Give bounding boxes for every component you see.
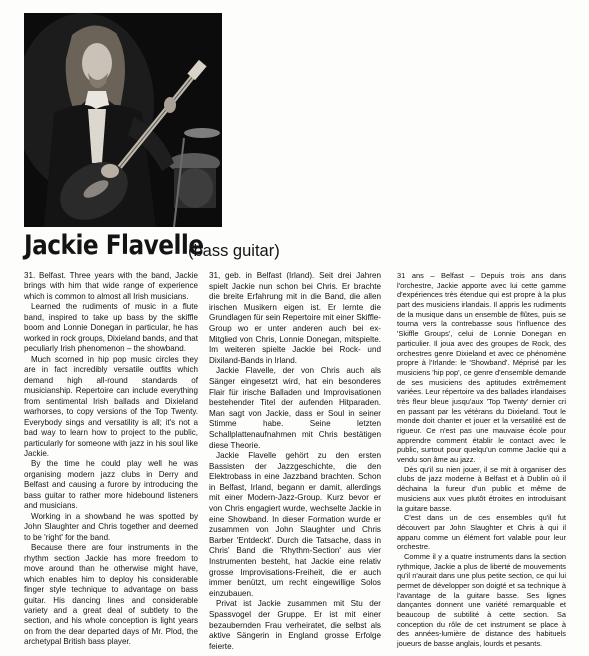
paragraph: Learned the rudiments of music in a flute band, inspired to take up bass by the skiffle boom and Lonnie Donegan in particular, he has worked in rock groups, Dixieland bands, and that peculiarly Irish phenomenon – the showband. bbox=[24, 302, 199, 354]
english-column bbox=[24, 271, 198, 648]
article-title bbox=[24, 230, 280, 261]
paragraph: Because there are four instruments in the rhythm section Jackie has more freedom to move around than he otherwise might have, which enables him to deploy his considerable finger style technique to advantage on bass guitar. His dancing lines and considerable variety and a great deal of subtlety to the section, and his whole conception is light years on from the dear departed days of Mr. Plod, the archetypal British bass player. bbox=[24, 543, 198, 647]
paragraph: C'est dans un de ces ensembles qu'il fut découvert par John Slaughter et Chris à qui il apparu comme un élément fort valable pour leur orchestre. bbox=[397, 513, 566, 552]
paragraph: Working in a showband he was spotted by John Slaughter and Chris together and deemed to be 'right' for the band. bbox=[24, 511, 198, 542]
paragraph: Comme il y a quatre instruments dans la section rythmique, Jackie a plus de liberté de mouvements qu'il n'aurait dans une plus petite section, ce qui lui permet de développer son doigté et sa technique à l'avantage de la guitare basse. Ses lignes dançantes donnent une variété remarquable et beaucoup de subtilité à cette section. Sa conception du rôle de cet instrument se place à des années-lumière de distance des habituels joueurs de basse anglais, lourds et pesants. bbox=[397, 551, 566, 649]
paragraph: 31. Belfast. Three years with the band, Jackie brings with him that wide range of experience which is common to almost all Irish musicians. bbox=[24, 271, 198, 301]
paragraph: By the time he could play well he was organising modern jazz clubs in Derry and Belfast and causing a furore by introducing the bass guitar to rather more hidebound listeners and musicians. bbox=[24, 459, 198, 511]
paragraph: Jackie Flavelle, der von Chris auch als Sänger eingesetzt wird, hat ein besonderes Flair für irische Balladen und Improvisationen bestehender Titel der aufenden Hitparaden. Man sagt von Jackie, dass er Soul in seiner Stimme habe. Seine letzten Schallplattenaufnahmen mit Chris bestätigen diese Theorie. bbox=[209, 366, 381, 450]
paragraph: Jackie Flavelle gehört zu den ersten Bassisten der Jazzgeschichte, die den Elektrobass in eine Jazzband brachten. Schon in Belfast, Irland, begann er damit, allerdings mit einer Modern-Jazz-Group. Kurz bevor er von Chris engagiert wurde, wechselte Jackie in eine Showband. In dieser Formation wurde er zusammen von John Slaughter und Chris Barber 'Entdeckt'. Durch die Tatsache, dass in Chris' Band die 'Rhythm-Section' aus vier Instrumenten besteht, hat Jackie eine relativ grosse Improvisations-Freiheit, die er auch immer benützt, um recht eingewillige Solos einzubauen. bbox=[209, 451, 381, 598]
paragraph: Dès qu'il su nien jouer, il se mit à organiser des clubs de jazz moderne à Belfast et à Dublin où il déchaina la fureur d'un public et même de musiciens aux vues plutôt étroites en introduisant la guitare basse. bbox=[397, 464, 566, 513]
paragraph: Privat ist Jackie zusammen mit Stu der Spassvogel der Gruppe. Er ist mit einer bezaubernden Frau verheiratet, die selbst als aktive Sängerin in England grosse Erfolge feierte. bbox=[209, 599, 381, 651]
paragraph: 31 ans – Belfast – Depuis trois ans dans l'orchestre, Jackie apporte avec lui cette gamme d'expériences très étendue qui est propre à la plus part des musiciens irlandais. Il appris les rudiments de la musique dans un ensemble de flûtes, puis se tourna vers la contrebasse sous l'influence des 'Skiffle Groups', celui de Lonnie Donegan en particulier. Il joua avec des groupes de Rock, des orchestres genre Dixieland et avec ce phénomène propre à l'Irlande: le 'Showband'. Méprisé par les musiciens 'hip pop', ce genre d'ensemble demande de ses musiciens des aptitudes extrêmement variées. Leur répertoire va des ballades irlandaises très fleur bleue jusqu'aux 'Top Twenty' dernier cri en passant par les vétérans du Dixieland. Tout le monde doit chanter et jouer et la versatilité est de rigueur. Ce n'est pas une mauvaise école pour apprendre comment établir le contact avec le public, surtout pour quelqu'un comme Jackie qui a vendu son âme au jazz. bbox=[397, 271, 566, 465]
german-column bbox=[209, 271, 381, 652]
french-column bbox=[397, 271, 566, 649]
paragraph: Much scorned in hip pop music circles they are in fact incredibly versatile outfits which demand high all-round standards of musicianship. Repertoire can include everything from sentimental Irish ballads and Dixieland warhorses, to copy versions of the Top Twenty. Everybody sings and versatility is all; it's not a bad way to learn how to project to the public, particularly for someone with jazz in his soul like Jackie. bbox=[24, 354, 198, 458]
musician-name: Jackie Flavelle bbox=[24, 230, 204, 261]
bass-guitarist-photo bbox=[24, 13, 222, 227]
instrument-label: (bass guitar) bbox=[188, 242, 280, 260]
paragraph: 31, geb. in Belfast (Irland). Seit drei Jahren spielt Jackie nun schon bei Chris. Er brachte die breite Erfahrung mit in die Band, die allen irischen Musikern eigen ist. Er lernte die Grundlagen für sein Repertoire mit einer Skiffle-Group wo er unter anderen auch bei ex-Mitglied von Chris, Lonnie Donegan, mitspielte. Im weiteren spielte Jackie bei Rock- und Dixiland-Bands in Irland. bbox=[209, 271, 381, 365]
